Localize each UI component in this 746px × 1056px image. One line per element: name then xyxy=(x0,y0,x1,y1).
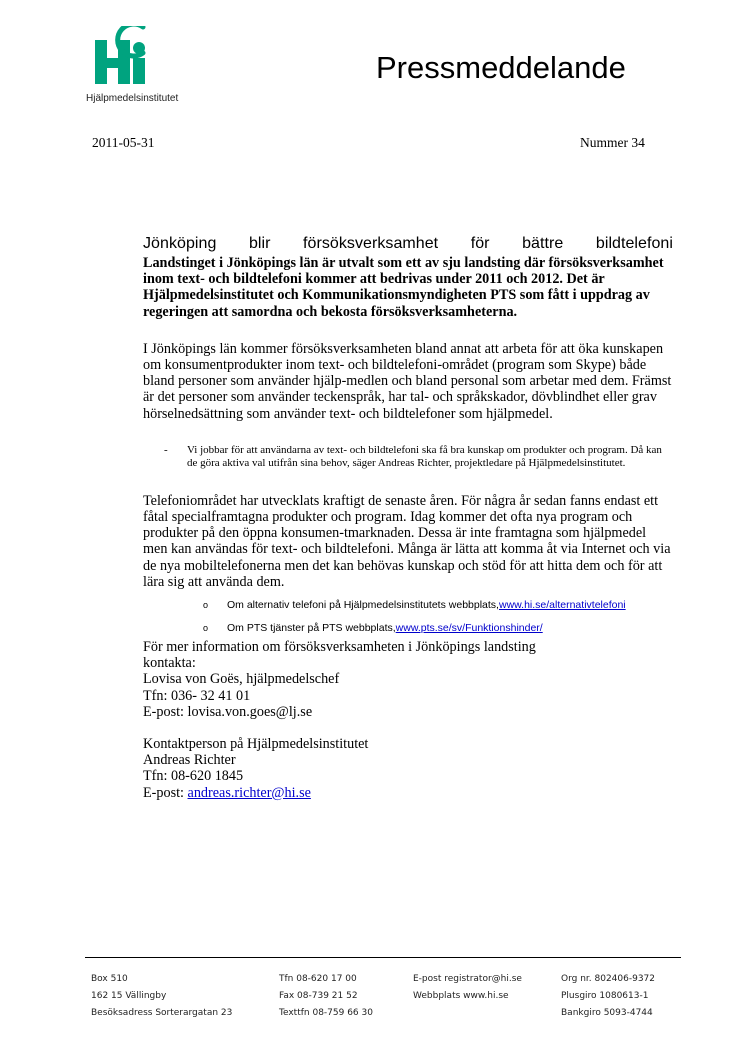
footer-address xyxy=(91,971,232,1022)
list-item xyxy=(143,593,673,616)
footer-line: Bankgiro 5093-4744 xyxy=(561,1008,653,1018)
contact-block-2 xyxy=(143,736,673,801)
list-item xyxy=(143,616,673,639)
link-label: Om PTS tjänster på PTS webbplats, xyxy=(227,621,396,634)
email-label: E-post: xyxy=(143,784,188,801)
footer-line: Besöksadress Sorterargatan 23 xyxy=(91,1008,233,1018)
footer-line: Plusgiro 1080613-1 xyxy=(561,991,649,1001)
email-link[interactable]: andreas.richter@hi.se xyxy=(187,784,311,801)
footer-org xyxy=(561,971,655,1022)
bullet-icon: o xyxy=(203,599,209,610)
article xyxy=(143,235,673,801)
release-date: 2011-05-31 xyxy=(92,135,155,150)
contact-line: Kontaktperson på Hjälpmedelsinstitutet xyxy=(143,736,369,753)
footer-divider xyxy=(85,957,681,958)
footer-line: Org nr. 802406-9372 xyxy=(561,974,656,984)
footer-line: Fax 08-739 21 52 xyxy=(279,991,358,1001)
page-title: Pressmeddelande xyxy=(376,50,626,85)
contact-email xyxy=(143,785,673,801)
logo-text: Hjälpmedelsinstitutet xyxy=(86,93,179,104)
quote-text: Vi jobbar för att användarna av text- och bildtelefoni ska få bra kunskap om produkter och program. Då kan de göra aktiva val utifrån sina behov, säger Andreas Richter, projektledare på Hjälpmedelsinstitutet. xyxy=(187,443,662,469)
quote-dash: - xyxy=(164,443,168,456)
lead-paragraph: Landstinget i Jönköpings län är utvalt som ett av sju landsting där försöksverksamhet inom text- och bildtelefoni kommer att bedrivas under 2011 och 2012. Det är Hjälpmedelsinstitutet och Kommunikationsmyndigheten PTS som fått i uppdrag av regeringen att samordna och bekosta försöksverksamheterna. xyxy=(143,255,664,320)
footer-web xyxy=(413,971,522,1005)
footer-line: 162 15 Vällingby xyxy=(91,991,167,1001)
contact-line: För mer information om försöksverksamheten i Jönköpings landsting xyxy=(143,639,536,656)
contact-phone: Tfn: 036- 32 41 01 xyxy=(143,687,251,704)
footer-phone xyxy=(279,971,373,1022)
link-alternativ-telefoni[interactable]: www.hi.se/alternativtelefoni xyxy=(498,598,626,611)
footer-line: Tfn 08-620 17 00 xyxy=(279,974,357,984)
footer-line: Box 510 xyxy=(91,974,128,984)
link-list xyxy=(143,593,673,639)
logo xyxy=(86,26,216,108)
footer-line: E-post registrator@hi.se xyxy=(413,974,522,984)
hi-logo-icon xyxy=(91,26,171,90)
bullet-icon: o xyxy=(203,622,209,633)
link-pts-funktionshinder[interactable]: www.pts.se/sv/Funktionshinder/ xyxy=(395,621,543,634)
footer-line: Webbplats www.hi.se xyxy=(413,991,509,1001)
contact-block-1 xyxy=(143,639,673,720)
headline: Jönköping blir försöksverksamhet för bättre bildtelefoni xyxy=(143,235,673,252)
body-paragraph-2: Telefoniområdet har utvecklats kraftigt de senaste åren. För några år sedan fanns endast ett fåtal specialframtagna produkter och program. Idag kommer det ofta nya program och produkter på den öppna konsumen-tmarknaden. Dessa är inte framtagna som hjälpmedel men kan användas för text- och bildtelefoni. Många är lätta att komma åt via Internet och via de nya mobiltelefonerna men det kan behövas kunskap och stöd för att hitta dem och för att lära sig att använda dem. xyxy=(143,492,671,590)
footer-line: Texttfn 08-759 66 30 xyxy=(279,1008,373,1018)
body-paragraph-1: I Jönköpings län kommer försöksverksamheten bland annat att arbeta för att öka kunskapen om konsumentprodukter inom text- och bildtelefoni-området (program som Skype) både bland personer som använder hjälp-medlen och bland personal som arbetar med dem. Främst är det personer som använder teckenspråk, har tal- och språkskador, dövblindhet eller grav hörselnedsättning som använder text- och bildtelefoner som hjälpmedel. xyxy=(143,340,672,422)
contact-email: E-post: lovisa.von.goes@lj.se xyxy=(143,703,313,720)
link-label: Om alternativ telefoni på Hjälpmedelsinstitutets webbplats, xyxy=(227,598,499,611)
quote xyxy=(164,444,673,470)
contact-line: kontakta: xyxy=(143,655,196,672)
contact-name: Andreas Richter xyxy=(143,752,236,769)
contact-name: Lovisa von Goës, hjälpmedelschef xyxy=(143,671,340,688)
release-number: Nummer 34 xyxy=(580,135,645,150)
contact-phone: Tfn: 08-620 1845 xyxy=(143,768,244,785)
